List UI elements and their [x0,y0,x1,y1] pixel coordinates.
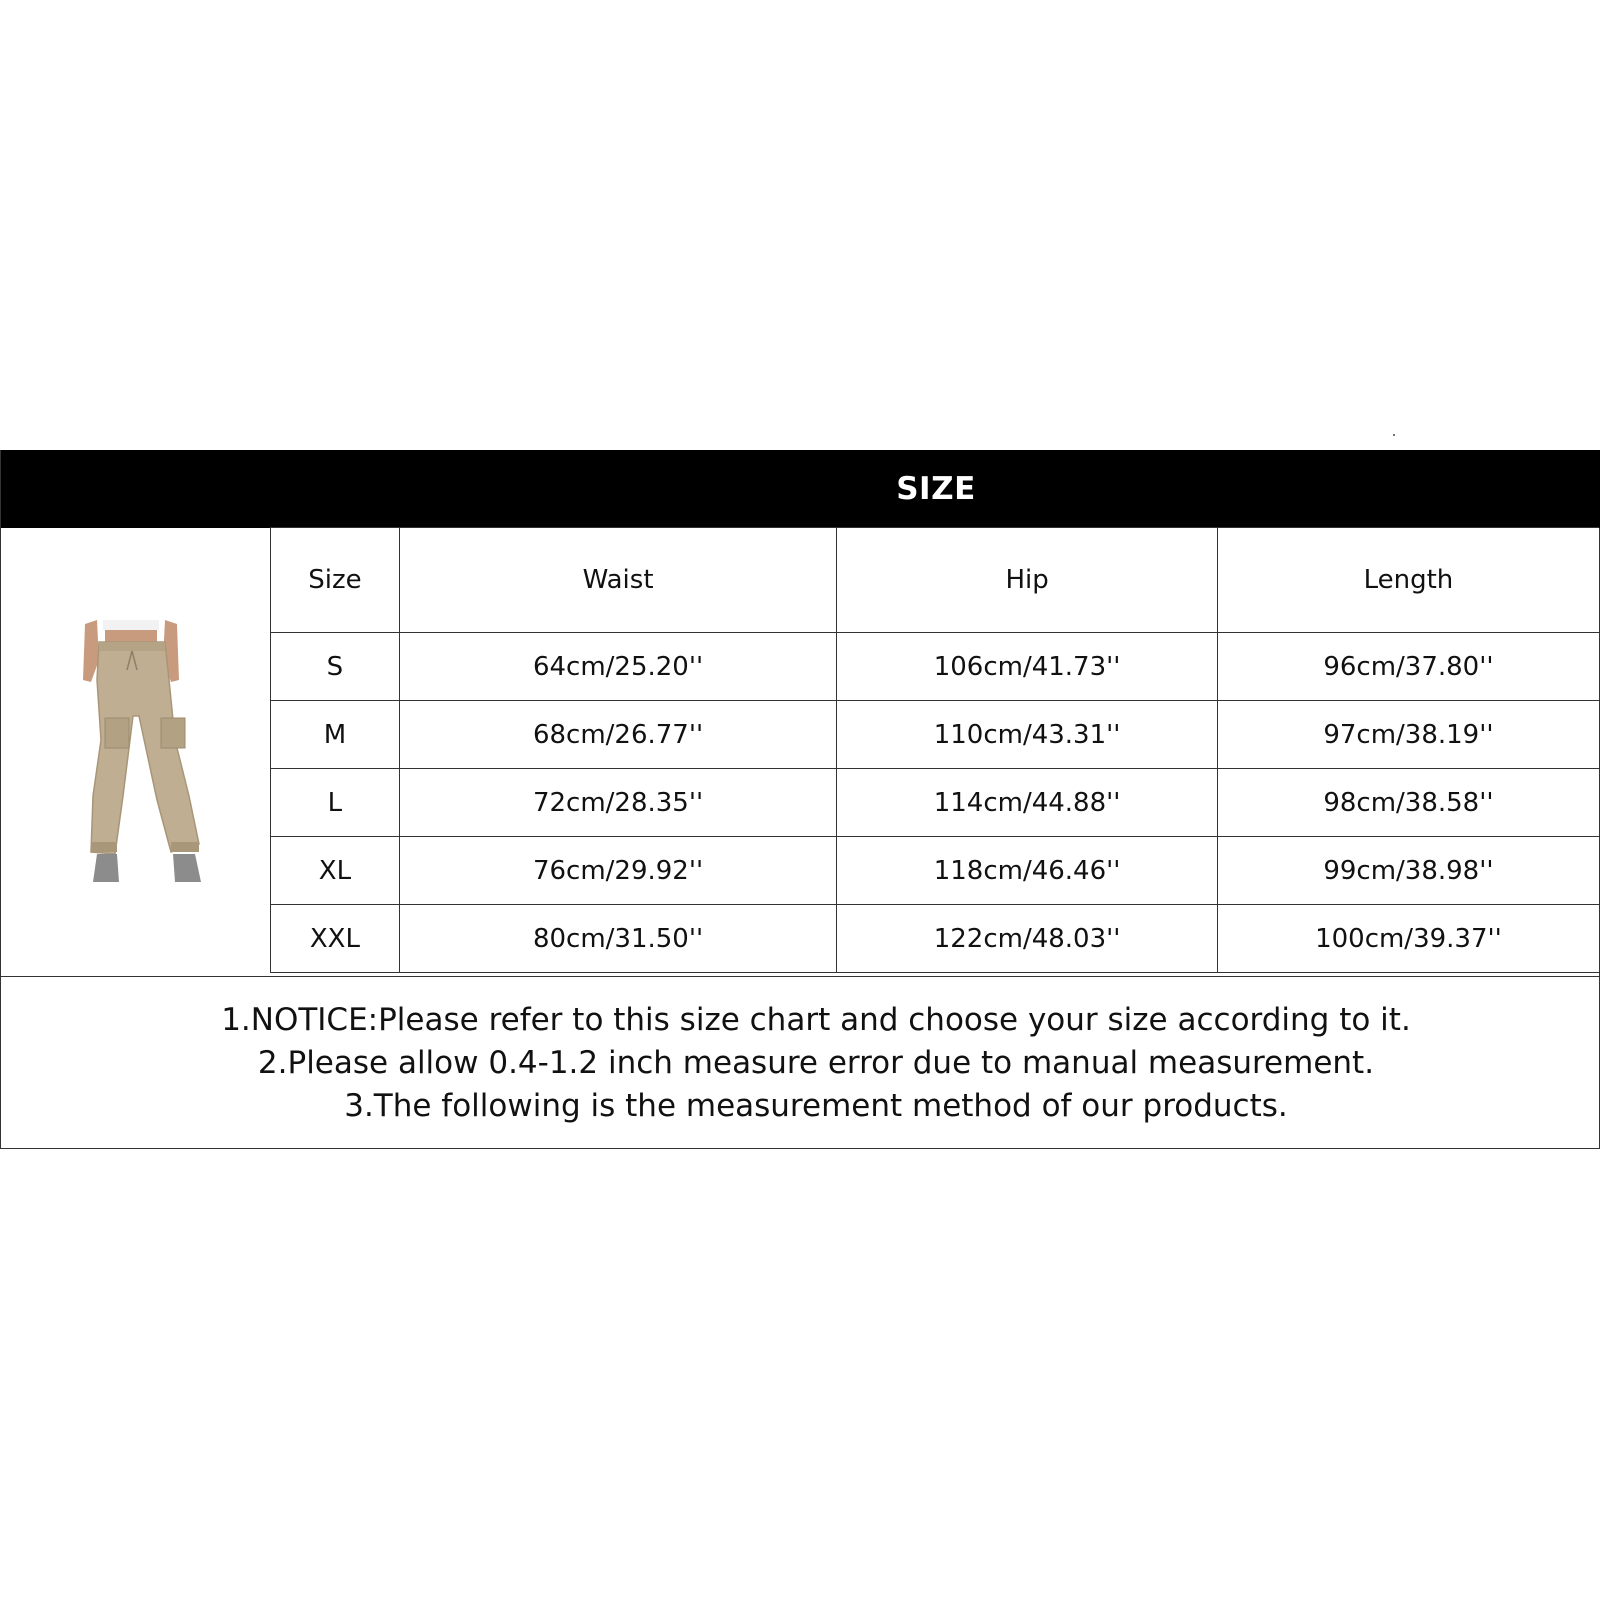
table-row [271,905,1600,973]
length-cell: 99cm/38.98'' [1217,837,1599,905]
length-cell: 96cm/37.80'' [1217,633,1599,701]
waist-cell: 68cm/26.77'' [399,701,836,769]
table-header-row [271,528,1600,633]
left-cargo-pocket [105,718,129,748]
size-cell: XXL [271,905,400,973]
speck-mark [1393,434,1395,436]
crop-top [103,620,159,630]
cargo-pants-photo [77,620,211,886]
hip-cell: 122cm/48.03'' [837,905,1218,973]
size-cell: XL [271,837,400,905]
left-arm [83,620,99,682]
waistband [99,642,165,651]
waist-cell: 72cm/28.35'' [399,769,836,837]
table-row [271,837,1600,905]
left-shoe [93,854,119,882]
measurement-error-line: 2.Please allow 0.4-1.2 inch measure error due to manual measurement. [257,1045,1375,1081]
hip-cell: 110cm/43.31'' [837,701,1218,769]
size-chart [0,450,1600,1149]
notice-line: 1.NOTICE:Please refer to this size chart and choose your size according to it. [221,1002,1411,1038]
product-photo-cell [1,528,271,976]
size-cell: M [271,701,400,769]
column-header-hip: Hip [837,528,1218,633]
length-cell: 97cm/38.19'' [1217,701,1599,769]
notes-section [1,976,1600,1148]
size-chart-title: SIZE CHART [876,471,996,585]
right-cargo-pocket [161,718,185,748]
length-cell: 100cm/39.37'' [1217,905,1599,973]
measurement-method-line: 3.The following is the measurement method of our products. [344,1088,1288,1124]
column-header-size: Size [271,528,400,633]
midriff [105,630,157,642]
table-row [271,633,1600,701]
size-cell: L [271,769,400,837]
waist-cell: 76cm/29.92'' [399,837,836,905]
right-cuff [171,842,199,852]
waist-cell: 64cm/25.20'' [399,633,836,701]
column-header-waist: Waist [399,528,836,633]
table-row [271,701,1600,769]
size-cell: S [271,633,400,701]
hip-cell: 114cm/44.88'' [837,769,1218,837]
right-shoe [173,854,201,882]
size-table [270,527,1599,973]
hip-cell: 118cm/46.46'' [837,837,1218,905]
hip-cell: 106cm/41.73'' [837,633,1218,701]
length-cell: 98cm/38.58'' [1217,769,1599,837]
table-row [271,769,1600,837]
waist-cell: 80cm/31.50'' [399,905,836,973]
left-cuff [91,842,117,852]
column-header-length: Length [1217,528,1599,633]
